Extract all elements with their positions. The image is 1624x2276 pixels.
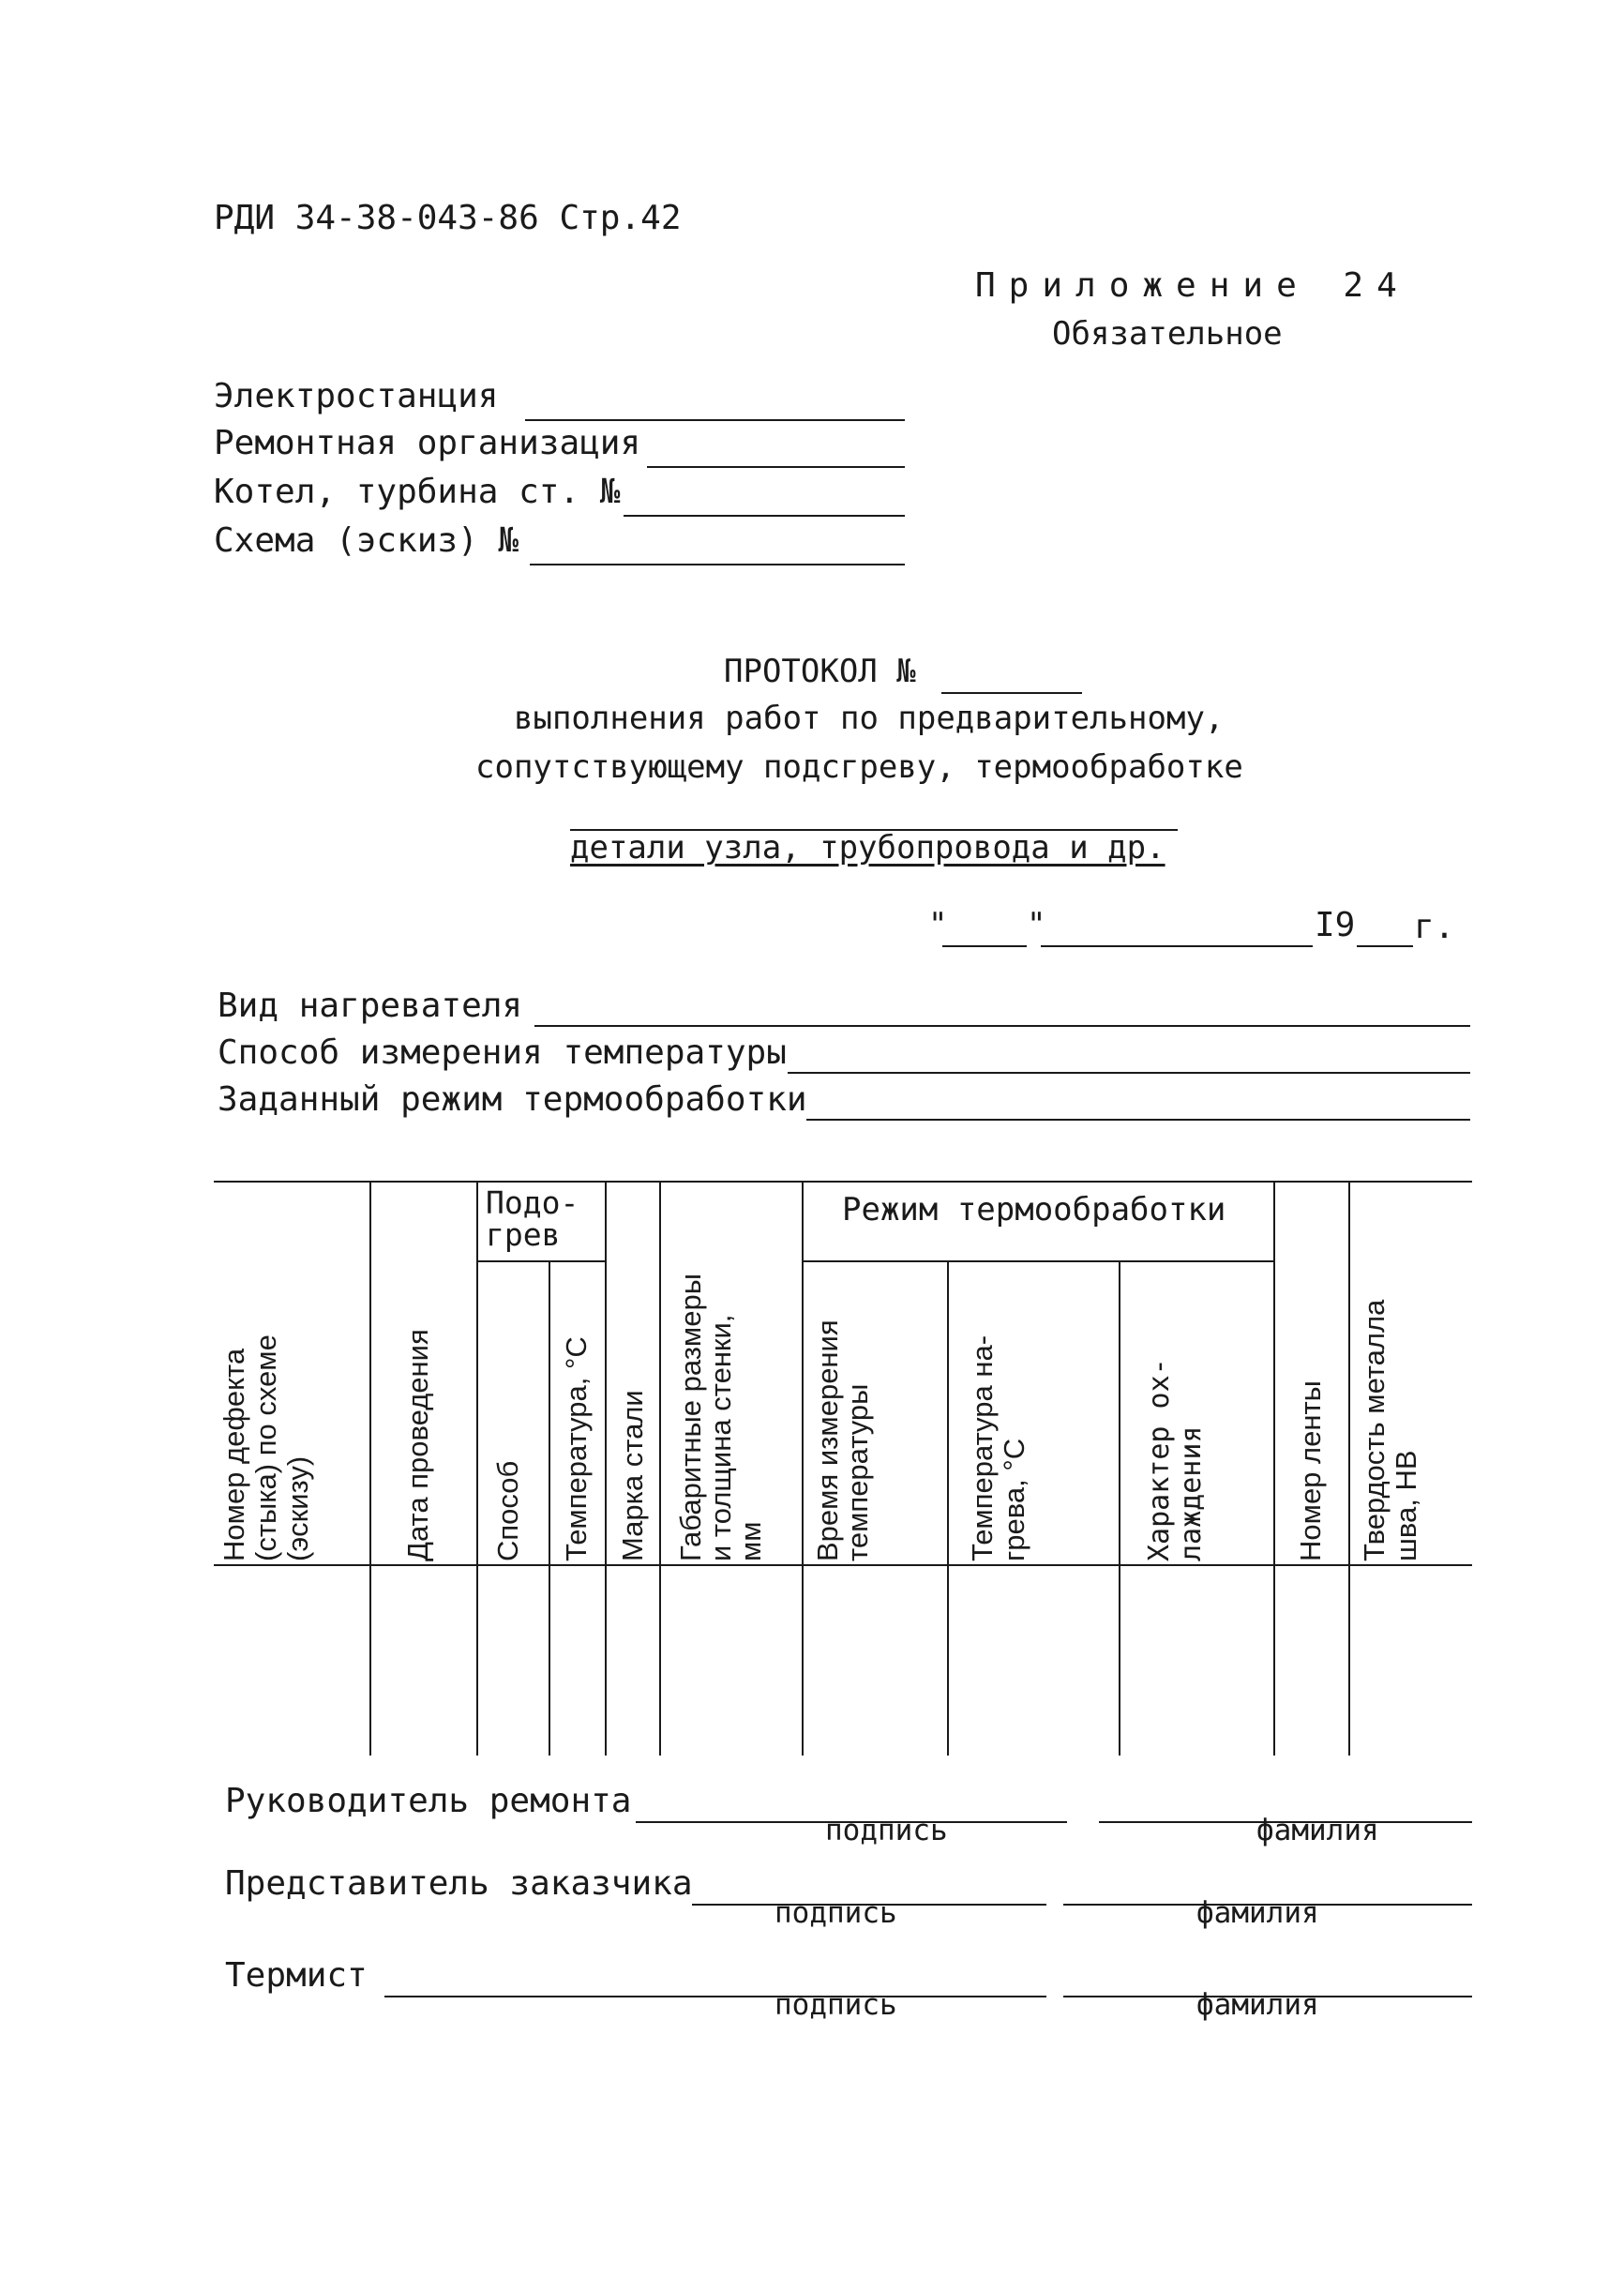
field-label-repair-org: Ремонтная организация bbox=[214, 424, 641, 462]
column-header-measurement-time: Время измерения температуры bbox=[811, 1319, 874, 1561]
column-header-preheat-temperature: Температура, °C bbox=[560, 1336, 593, 1561]
preheat-group-header: Подо- грев bbox=[486, 1184, 579, 1253]
signature-role-thermist: Термист bbox=[225, 1956, 368, 1995]
column-header-heating-temperature: Температура на- грева, °C bbox=[966, 1334, 1030, 1561]
protocol-subtitle-line1: выполнения работ по предварительному, bbox=[514, 700, 1225, 737]
field-label-temp-method: Способ измерения температуры bbox=[218, 1033, 787, 1072]
date-year-suffix: г. bbox=[1414, 908, 1455, 946]
field-line-power-station[interactable] bbox=[525, 419, 905, 421]
surname-caption-thermist: фамилия bbox=[1196, 1988, 1319, 2022]
field-label-treatment-mode: Заданный режим термообработки bbox=[218, 1080, 807, 1119]
mode-group-header: Режим термообработки bbox=[842, 1191, 1226, 1228]
date-year-line[interactable] bbox=[1357, 945, 1413, 947]
appendix-label: Приложение 24 bbox=[975, 266, 1410, 305]
surname-caption-customer-rep: фамилия bbox=[1196, 1896, 1319, 1930]
mode-group-underline bbox=[802, 1260, 1273, 1262]
field-line-repair-org[interactable] bbox=[647, 466, 905, 468]
table-top-border bbox=[214, 1181, 1472, 1183]
document-reference: РДИ 34-38-043-86 Стр.42 bbox=[214, 199, 682, 237]
field-label-scheme: Схема (эскиз) № bbox=[214, 521, 519, 560]
signature-role-repair-head: Руководитель ремонта bbox=[225, 1782, 632, 1820]
column-header-tape-number: Номер ленты bbox=[1294, 1380, 1327, 1561]
table-header-bottom bbox=[214, 1564, 1472, 1566]
protocol-subtitle-line2: сопутствующему подсгреву, термообработке bbox=[475, 748, 1243, 786]
signature-line-thermist[interactable] bbox=[384, 1996, 1046, 1997]
field-label-power-station: Электростанция bbox=[214, 377, 499, 415]
field-label-boiler-turbine: Котел, турбина ст. № bbox=[214, 473, 621, 511]
field-line-scheme[interactable] bbox=[530, 564, 905, 565]
field-label-heater-type: Вид нагревателя bbox=[218, 987, 523, 1025]
field-line-heater-type[interactable] bbox=[534, 1025, 1470, 1027]
date-quote-open: " bbox=[928, 906, 948, 943]
column-header-cooling-type: Характер ох- лаждения bbox=[1143, 1358, 1208, 1561]
protocol-number-line[interactable] bbox=[941, 692, 1082, 694]
column-header-date: Дата проведения bbox=[401, 1329, 434, 1561]
field-line-temp-method[interactable] bbox=[788, 1072, 1470, 1074]
column-header-hardness: Твердость металла шва, HB bbox=[1358, 1299, 1422, 1561]
signature-caption-customer-rep: подпись bbox=[774, 1896, 897, 1930]
date-year-prefix: I9 bbox=[1315, 906, 1356, 944]
column-header-steel-grade: Марка стали bbox=[616, 1390, 649, 1561]
surname-caption-repair-head: фамилия bbox=[1256, 1814, 1379, 1847]
field-line-treatment-mode[interactable] bbox=[806, 1119, 1470, 1121]
column-header-method: Способ bbox=[491, 1460, 524, 1561]
preheat-group-underline bbox=[476, 1260, 605, 1262]
date-day-line[interactable] bbox=[942, 945, 1027, 947]
column-header-defect-number: Номер дефекта (стыка) по схеме (эскизу) bbox=[218, 1334, 314, 1561]
field-line-boiler-turbine[interactable] bbox=[624, 515, 905, 517]
signature-role-customer-rep: Представитель заказчика bbox=[225, 1864, 693, 1903]
date-month-line[interactable] bbox=[1041, 945, 1313, 947]
signature-caption-thermist: подпись bbox=[774, 1988, 897, 2022]
date-quote-close: " bbox=[1027, 906, 1046, 943]
protocol-object: детали узла, трубопровода и др. bbox=[570, 829, 1165, 867]
mandatory-label: Обязательное bbox=[1052, 315, 1283, 353]
column-header-dimensions: Габаритные размеры и толщина стенки, мм bbox=[674, 1273, 767, 1561]
protocol-title: ПРОТОКОЛ № bbox=[724, 653, 916, 690]
signature-caption-repair-head: подпись bbox=[825, 1814, 948, 1847]
